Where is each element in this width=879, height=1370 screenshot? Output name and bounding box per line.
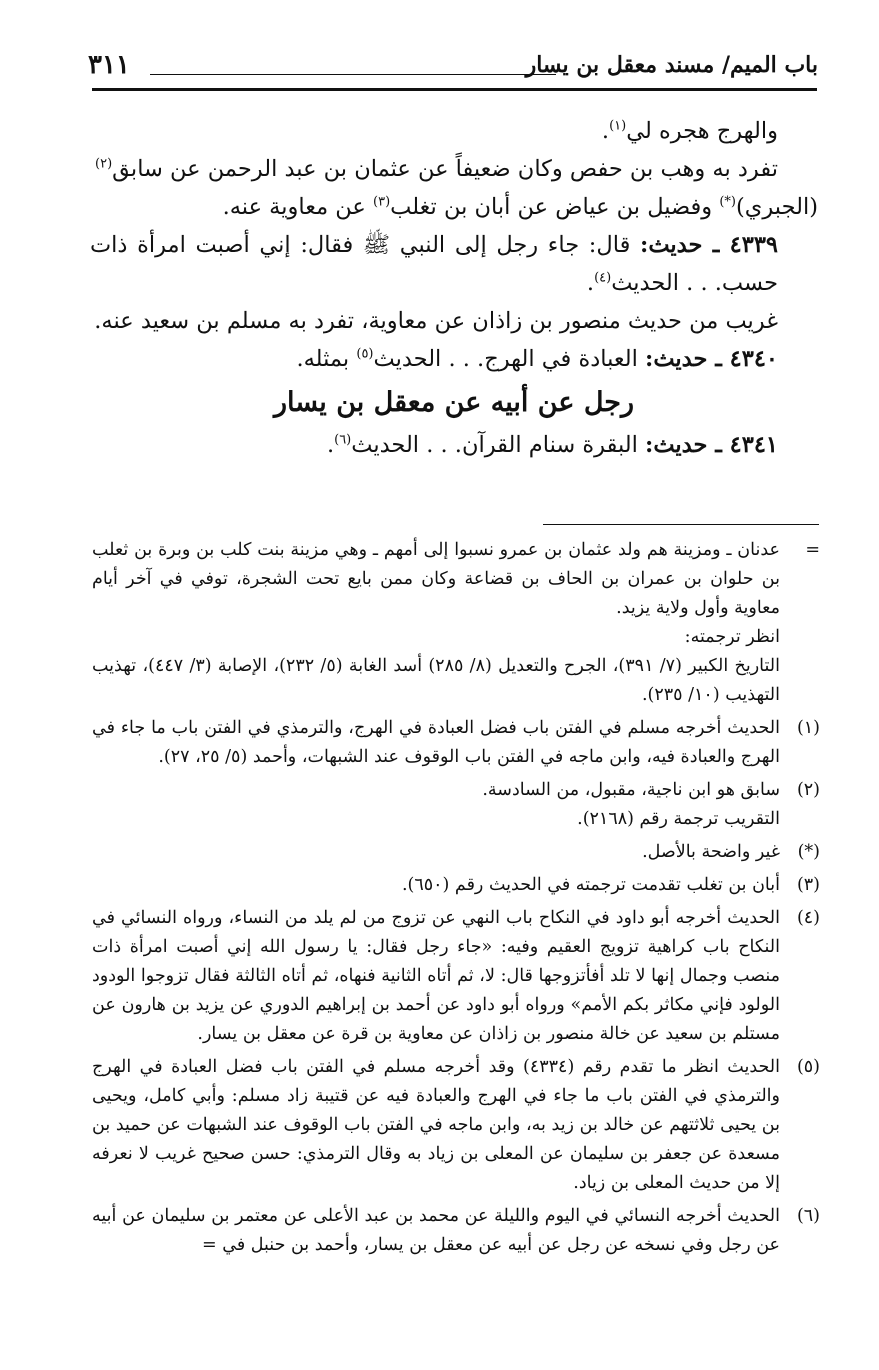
text-line-1: والهرج هجره لي$^{(١)}$. <box>601 118 778 144</box>
footnote-2 <box>92 776 820 834</box>
footnote-marker: (٤) <box>796 908 820 928</box>
hadith-number: ٤٣٤١ ـ حديث: <box>645 432 778 458</box>
footnote-marker: (٦) <box>796 1206 820 1226</box>
hadith-text: العبادة في الهرج. . . الحديث <box>373 346 638 372</box>
footnote-text: الحديث أخرجه النسائي في اليوم والليلة عن محمد بن عبد الأعلى عن معتمر بن سليمان عن أبيه عن رجل وفي نسخه عن رجل عن أبيه عن معقل بن يسار، وأحمد بن حنبل في = <box>92 1206 780 1255</box>
footnote-text: الحديث انظر ما تقدم رقم (٤٣٣٤) وقد أخرجه مسلم في الفتن باب فضل العبادة في الهرج والترمذي في الفتن باب ما جاء في الهرج والعبادة فيه عن قتيبة زاد مسلم: وأبي كامل، ويحيى بن يحيى ثلاثتهم عن خالد بن زيد به، وابن ماجه في الفتن باب الوقوف عند الشبهات عن حميد بن مسعدة عن جعفر بن سليمان عن المعلى بن زياد به وقال الترمذي: حسن صحيح غريب لا نعرفه إلا من حديث المعلى بن زياد. <box>92 1057 780 1193</box>
main-text <box>90 112 818 464</box>
footnote-separator <box>543 524 819 525</box>
footnote-ref[interactable]: (٦) <box>334 432 352 448</box>
para2-text-c: وفضيل بن عياض عن أبان بن تغلب <box>390 194 713 220</box>
footnote-marker: = <box>805 540 820 560</box>
footnote-marker: (٢) <box>796 780 820 800</box>
footnote-marker: (*) <box>797 842 820 862</box>
paragraph-2-cont <box>90 188 818 226</box>
footnote-ref[interactable]: (٥) <box>356 346 374 362</box>
hadith-tail: بمثله. <box>296 346 350 372</box>
footnote-ref[interactable]: (١) <box>609 118 627 134</box>
footnote-text: سابق هو ابن ناجية، مقبول، من السادسة. <box>482 780 780 800</box>
footnote-5 <box>92 1053 820 1198</box>
footnote-text: الحديث أخرجه مسلم في الفتن باب فضل العبادة في الهرج، والترمذي في الفتن باب ما جاء في الهرج والعبادة فيه، وابن ماجه في الفتن باب الوقوف عند الشبهات، وأحمد (٥/ ٢٥، ٢٧). <box>92 718 780 767</box>
footnotes <box>92 536 820 1264</box>
footnote-6 <box>92 1202 820 1260</box>
footnote-text: التاريخ الكبير (٧/ ٣٩١)، الجرح والتعديل (٨/ ٢٨٥) أسد الغابة (٥/ ٢٣٢)، الإصابة (٣/ ٤٤٧)، تهذيب التهذيب (١٠/ ٢٣٥). <box>92 656 780 705</box>
footnote-marker: (٣) <box>796 875 820 895</box>
hadith-number: ٤٣٤٠ ـ حديث: <box>645 346 778 372</box>
running-title: باب الميم/ مسند معقل بن يسار <box>525 52 818 78</box>
header-dash-line <box>150 74 556 75</box>
hadith-4341: ٤٣٤١ ـ حديث: البقرة سنام القرآن. . . الحديث$^{(٦)}$. <box>326 432 778 458</box>
footnote-ref[interactable]: (٢) <box>95 156 113 172</box>
para2-text-d: عن معاوية عنه. <box>222 194 366 220</box>
page-header <box>88 52 818 86</box>
footnote-text: انظر ترجمته: <box>684 627 780 647</box>
footnote-text: غير واضحة بالأصل. <box>642 842 780 862</box>
footnote-ref[interactable]: (٣) <box>373 194 391 210</box>
hadith-text: البقرة سنام القرآن. . . الحديث <box>351 432 638 458</box>
footnote-marker: (١) <box>796 718 820 738</box>
header-rule <box>92 88 817 91</box>
footnote-text: الحديث أخرجه أبو داود في النكاح باب النهي عن تزوج من لم يلد من النساء، ورواه النسائي في النكاح باب كراهية تزويج العقيم وفيه: «جاء رجل فقال: يا رسول الله إني أصبت امرأة ذات منصب وجمال إنها لا تلد أفأتزوجها قال: لا، ثم أتاه الثانية فنهاه، ثم أتاه الثالثة فقال تزوجوا الودود الولود فإني مكاثر بكم الأمم» ورواه أبو داود عن أحمد بن إبراهيم الدوري عن يزيد بن هارون عن مستلم بن سعيد عن خالة منصور بن زاذان عن معاوية بن قرة عن معقل بن يسار. <box>92 908 780 1044</box>
footnote-marker: (٥) <box>796 1057 820 1077</box>
hadith-text: قال: جاء رجل إلى النبي ﷺ فقال: إني أصبت امرأة ذات حسب. . . الحديث <box>90 232 778 296</box>
footnote-ref[interactable]: (*) <box>719 194 736 210</box>
line1-text: والهرج هجره لي <box>626 118 778 144</box>
footnote-continued <box>92 536 820 710</box>
hadith-4340 <box>90 340 778 378</box>
footnote-star <box>92 838 820 867</box>
paragraph-4: غريب من حديث منصور بن زاذان عن معاوية، تفرد به مسلم بن سعيد عنه. <box>94 308 778 334</box>
section-heading: رجل عن أبيه عن معقل بن يسار <box>273 387 635 418</box>
footnote-1 <box>92 714 820 772</box>
footnote-text: التقريب ترجمة رقم (٢١٦٨). <box>577 809 780 829</box>
paragraph-2 <box>90 150 778 188</box>
footnote-text: أبان بن تغلب تقدمت ترجمته في الحديث رقم (٦٥٠). <box>401 875 780 895</box>
para2-text-b: (الجبري) <box>735 194 818 220</box>
footnote-3 <box>92 871 820 900</box>
footnote-ref[interactable]: (٤) <box>594 270 612 286</box>
footnote-text: عدنان ـ ومزينة هم ولد عثمان بن عمرو نسبوا إلى أمهم ـ وهي مزينة بنت كلب بن وبرة بن ثعلب بن حلوان بن عمران بن الحاف بن قضاعة وكان ممن بايع تحت الشجرة، توفي في آخر أيام معاوية وأول ولاية يزيد. <box>92 540 780 618</box>
page-number: ٣١١ <box>88 50 130 80</box>
hadith-number: ٤٣٣٩ ـ حديث: <box>640 232 779 258</box>
footnote-4 <box>92 904 820 1049</box>
hadith-4339: ٤٣٣٩ ـ حديث: قال: جاء رجل إلى النبي ﷺ فقال: إني أصبت امرأة ذات حسب. . . الحديث$^{(٤)}$. <box>90 232 779 296</box>
para2-text-a: تفرد به وهب بن حفص وكان ضعيفاً عن عثمان بن عبد الرحمن عن سابق <box>112 156 778 182</box>
